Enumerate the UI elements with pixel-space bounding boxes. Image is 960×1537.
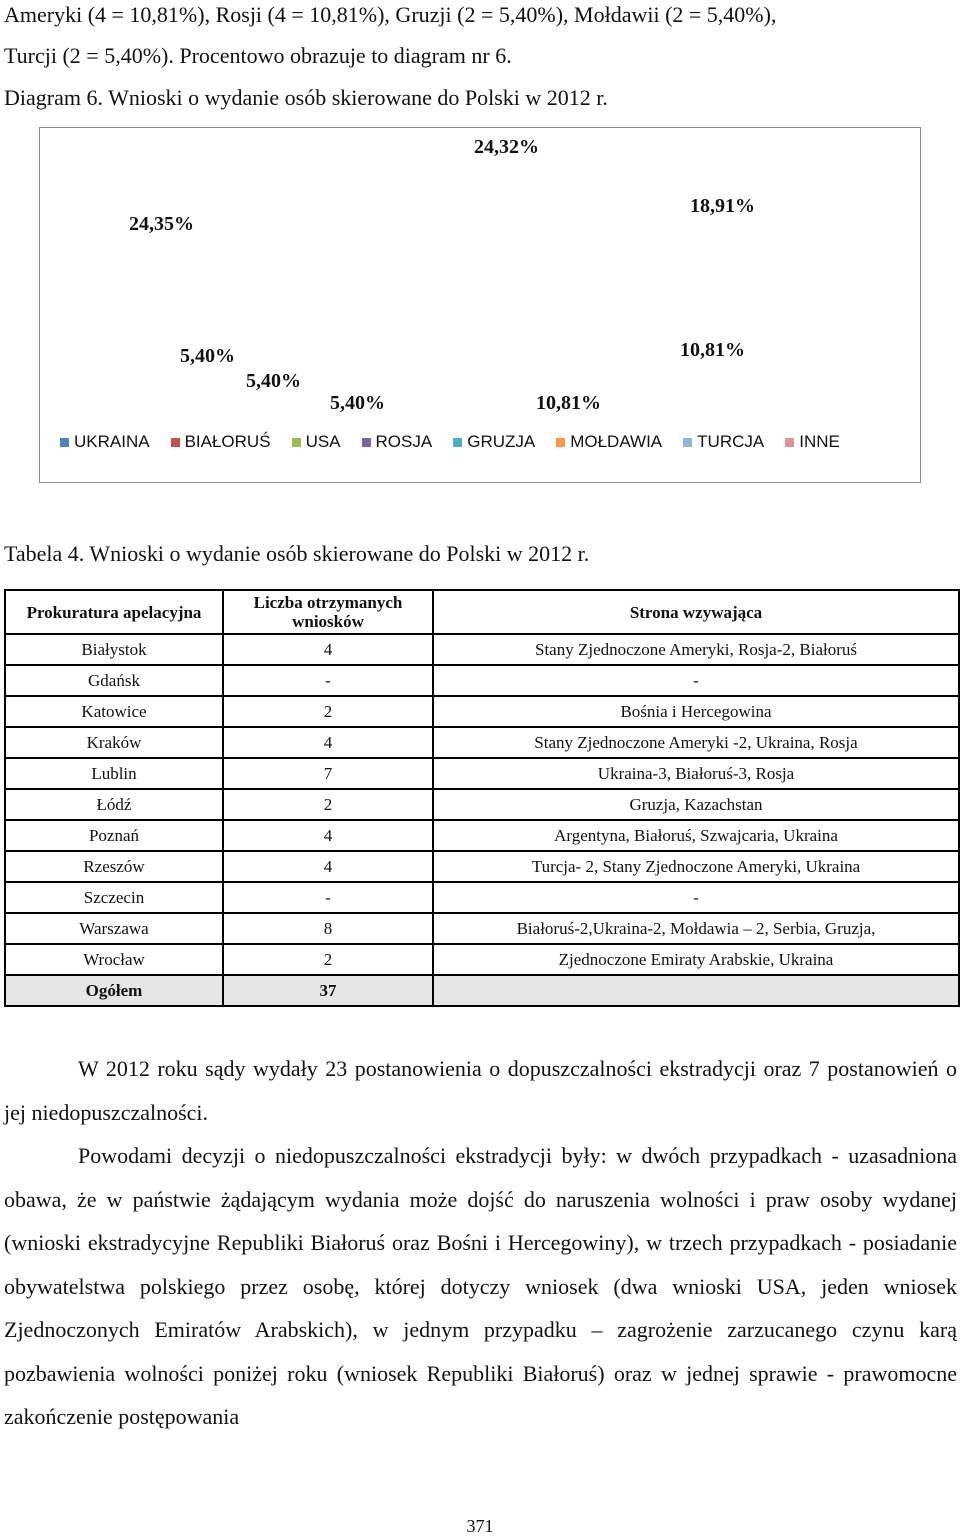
- table-total-cell: [433, 975, 959, 1006]
- table-total-cell: 37: [223, 975, 433, 1006]
- legend-swatch: [60, 438, 69, 447]
- table-caption: Tabela 4. Wnioski o wydanie osób skierowane do Polski w 2012 r.: [4, 541, 590, 566]
- table-row: [5, 789, 959, 820]
- data-label-ukraina: 24,32%: [474, 136, 539, 158]
- legend-label: GRUZJA: [467, 432, 536, 451]
- table-row: [5, 758, 959, 789]
- paragraph-2: Powodami decyzji o niedopuszczalności ekstradycji były: w dwóch przypadkach - uzasadniona obawa, że w państwie żądającym wydania może dojść do naruszenia wolności i praw osoby wydanej (wnioski ekstradycyjne Republiki Białoruś oraz Bośni i Hercegowiny), w trzech przypadkach - posiadanie obywatelstwa polskiego przez osobę, której dotyczy wniosek (dwa wnioski USA, jeden wniosek Zjednoczonych Emiratów Arabskich), w jednym przypadku – zagrożenie zarzucanego czynu karą pozbawienia wolności poniżej roku (wniosek Republiki Białoruś) oraz w jednej sprawie - prawomocne zakończenie postępowania: [4, 1143, 957, 1429]
- data-label-gruzja: 5,40%: [330, 392, 385, 414]
- table-row: [5, 851, 959, 882]
- header-prokuratura: Prokuratura apelacyjna: [5, 590, 223, 634]
- header-liczba: Liczba otrzymanych wniosków: [223, 590, 433, 634]
- table-cell: Ukraina-3, Białoruś-3, Rosja: [433, 758, 959, 789]
- legend-swatch: [292, 438, 301, 447]
- table-cell: Białystok: [5, 634, 223, 665]
- table-cell: 4: [223, 820, 433, 851]
- data-label-moldawia: 5,40%: [246, 370, 301, 392]
- table-cell: Gdańsk: [5, 665, 223, 696]
- table-cell: -: [433, 882, 959, 913]
- table-cell: Bośnia i Hercegowina: [433, 696, 959, 727]
- table-cell: 7: [223, 758, 433, 789]
- legend-label: BIAŁORUŚ: [184, 432, 271, 451]
- chart-legend: [60, 432, 861, 452]
- data-label-inne: 24,35%: [129, 213, 194, 235]
- table-cell: -: [433, 665, 959, 696]
- legend-item-7: [785, 432, 840, 452]
- table-cell: 8: [223, 913, 433, 944]
- table-cell: 2: [223, 696, 433, 727]
- intro-line-2: Turcji (2 = 5,40%). Procentowo obrazuje to diagram nr 6.: [4, 43, 512, 68]
- table-cell: 4: [223, 634, 433, 665]
- header-strona: Strona wzywająca: [433, 590, 959, 634]
- data-label-turcja: 5,40%: [180, 345, 235, 367]
- table-row: [5, 944, 959, 975]
- table-cell: Gruzja, Kazachstan: [433, 789, 959, 820]
- diagram-caption: Diagram 6. Wnioski o wydanie osób skierowane do Polski w 2012 r.: [4, 85, 608, 110]
- table-cell: Białoruś-2,Ukraina-2, Mołdawia – 2, Serbia, Gruzja,: [433, 913, 959, 944]
- table-cell: Katowice: [5, 696, 223, 727]
- table-cell: -: [223, 665, 433, 696]
- legend-label: INNE: [799, 432, 840, 451]
- legend-item-3: [362, 432, 433, 452]
- table-cell: -: [223, 882, 433, 913]
- legend-swatch: [362, 438, 371, 447]
- page-number: 371: [466, 1516, 494, 1536]
- table-row: [5, 634, 959, 665]
- legend-label: USA: [305, 432, 341, 451]
- table-cell: Lublin: [5, 758, 223, 789]
- table-total-row: [5, 975, 959, 1006]
- table-cell: Argentyna, Białoruś, Szwajcaria, Ukraina: [433, 820, 959, 851]
- table-cell: Poznań: [5, 820, 223, 851]
- table-cell: Warszawa: [5, 913, 223, 944]
- table-header-row: [5, 590, 959, 634]
- table-cell: Kraków: [5, 727, 223, 758]
- table-cell: 4: [223, 727, 433, 758]
- table-row: [5, 696, 959, 727]
- table-cell: Łódź: [5, 789, 223, 820]
- legend-swatch: [171, 438, 180, 447]
- table-cell: Wrocław: [5, 944, 223, 975]
- legend-item-6: [683, 432, 764, 452]
- table-row: [5, 665, 959, 696]
- legend-item-0: [60, 432, 150, 452]
- table-total-cell: Ogółem: [5, 975, 223, 1006]
- requests-table: [4, 589, 960, 1007]
- legend-item-4: [453, 432, 535, 452]
- table-cell: Szczecin: [5, 882, 223, 913]
- table-cell: Rzeszów: [5, 851, 223, 882]
- legend-label: MOŁDAWIA: [570, 432, 663, 451]
- legend-swatch: [683, 438, 692, 447]
- pie-chart: [39, 127, 921, 483]
- table-cell: 4: [223, 851, 433, 882]
- table-cell: 2: [223, 944, 433, 975]
- legend-item-5: [556, 432, 662, 452]
- legend-label: ROSJA: [375, 432, 433, 451]
- table-cell: Stany Zjednoczone Ameryki, Rosja-2, Białoruś: [433, 634, 959, 665]
- table-row: [5, 727, 959, 758]
- legend-swatch: [785, 438, 794, 447]
- paragraph-1: W 2012 roku sądy wydały 23 postanowienia o dopuszczalności ekstradycji oraz 7 postanowień o jej niedopuszczalności.: [4, 1056, 957, 1125]
- legend-item-2: [292, 432, 341, 452]
- table-cell: Zjednoczone Emiraty Arabskie, Ukraina: [433, 944, 959, 975]
- data-label-bialorus: 18,91%: [690, 195, 755, 217]
- table-cell: 2: [223, 789, 433, 820]
- legend-swatch: [556, 438, 565, 447]
- table-cell: Stany Zjednoczone Ameryki -2, Ukraina, Rosja: [433, 727, 959, 758]
- legend-label: TURCJA: [697, 432, 765, 451]
- table-row: [5, 882, 959, 913]
- body-text: [4, 1047, 957, 1439]
- table-row: [5, 913, 959, 944]
- legend-label: UKRAINA: [74, 432, 150, 451]
- legend-swatch: [453, 438, 462, 447]
- data-label-rosja: 10,81%: [536, 392, 601, 414]
- data-label-usa: 10,81%: [680, 339, 745, 361]
- legend-item-1: [171, 432, 271, 452]
- table-cell: Turcja- 2, Stany Zjednoczone Ameryki, Ukraina: [433, 851, 959, 882]
- table-row: [5, 820, 959, 851]
- intro-line-1: Ameryki (4 = 10,81%), Rosji (4 = 10,81%), Gruzji (2 = 5,40%), Mołdawii (2 = 5,40%),: [4, 2, 777, 27]
